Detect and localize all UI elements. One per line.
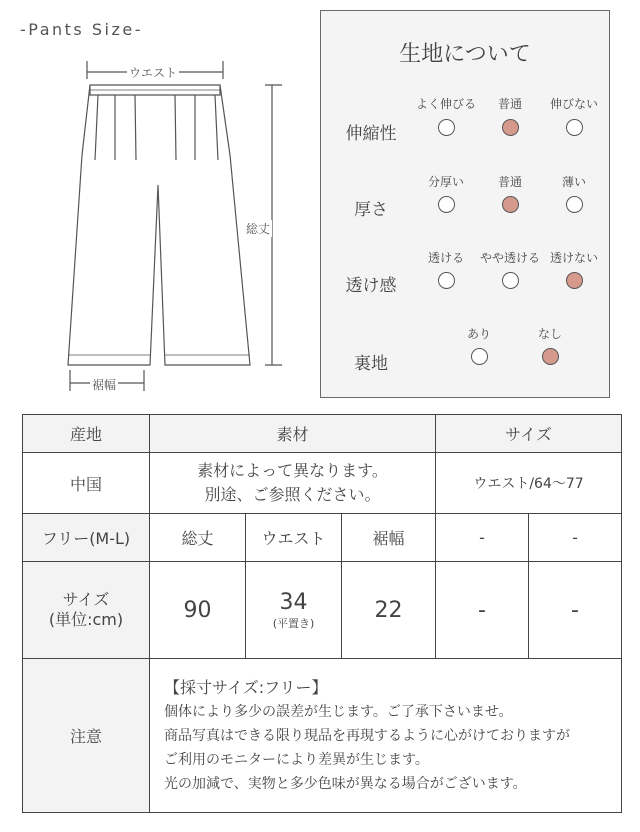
sheerness-circle-0 bbox=[438, 272, 455, 289]
size-header: サイズ bbox=[436, 415, 622, 453]
measure-row-label: フリー(M-L) bbox=[23, 514, 150, 562]
note-line-3: ご利用のモニターにより差異が生じます。 bbox=[164, 751, 429, 768]
measure-col-length: 総丈 bbox=[150, 514, 246, 562]
value-row-label: サイズ (単位:cm) bbox=[23, 562, 150, 659]
hem-label: 裾幅 bbox=[92, 378, 117, 392]
thickness-label: 厚さ bbox=[354, 200, 388, 220]
thickness-option-1: 普通 bbox=[497, 175, 522, 189]
lining-circle-1 bbox=[542, 348, 559, 365]
thickness-option-0: 分厚い bbox=[427, 175, 464, 189]
stretch-circle-0 bbox=[438, 119, 455, 136]
stretch-circle-2 bbox=[566, 119, 583, 136]
measure-col-extra2: - bbox=[529, 514, 622, 562]
waist-note: (平置き) bbox=[272, 616, 315, 630]
extra1-value: - bbox=[436, 562, 529, 659]
origin-value: 中国 bbox=[23, 453, 150, 514]
measure-col-waist: ウエスト bbox=[246, 514, 342, 562]
material-text: 素材によって異なります。 別途、ご参照ください。 bbox=[150, 453, 436, 514]
fabric-info-panel bbox=[320, 10, 610, 398]
sheerness-option-1: やや透ける bbox=[479, 251, 540, 265]
size-table bbox=[22, 414, 622, 813]
note-line-4: 光の加減で、実物と多少色味が異なる場合がございます。 bbox=[164, 775, 527, 792]
stretch-option-0: よく伸びる bbox=[415, 97, 476, 111]
note-content bbox=[150, 659, 622, 813]
measure-col-hem: 裾幅 bbox=[342, 514, 436, 562]
fabric-title: 生地について bbox=[399, 42, 531, 67]
sheerness-option-2: 透けない bbox=[549, 251, 598, 265]
waist-value: 34 bbox=[279, 589, 308, 615]
pants-size-title: -Pants Size- bbox=[20, 20, 143, 39]
lining-label: 裏地 bbox=[354, 354, 388, 374]
stretch-circle-1 bbox=[502, 119, 519, 136]
thickness-circle-0 bbox=[438, 196, 455, 213]
waist-value-cell bbox=[246, 562, 342, 659]
sheerness-label: 透け感 bbox=[345, 276, 397, 296]
origin-header: 産地 bbox=[23, 415, 150, 453]
thickness-option-2: 薄い bbox=[561, 175, 586, 189]
stretch-option-1: 普通 bbox=[497, 97, 522, 111]
length-value: 90 bbox=[150, 562, 246, 659]
sheerness-circle-1 bbox=[502, 272, 519, 289]
sheerness-circle-2 bbox=[566, 272, 583, 289]
size-text: ウエスト/64〜77 bbox=[436, 453, 622, 514]
note-label: 注意 bbox=[23, 659, 150, 813]
hem-value: 22 bbox=[342, 562, 436, 659]
waist-label: ウエスト bbox=[129, 66, 178, 80]
lining-option-0: あり bbox=[466, 327, 491, 341]
thickness-circle-1 bbox=[502, 196, 519, 213]
extra2-value: - bbox=[529, 562, 622, 659]
sheerness-option-0: 透ける bbox=[427, 251, 464, 265]
lining-circle-0 bbox=[471, 348, 488, 365]
length-label: 総丈 bbox=[246, 222, 271, 236]
stretch-label: 伸縮性 bbox=[345, 124, 397, 144]
thickness-circle-2 bbox=[566, 196, 583, 213]
note-title: 【採寸サイズ:フリー】 bbox=[164, 677, 328, 697]
lining-option-1: なし bbox=[537, 327, 562, 341]
stretch-option-2: 伸びない bbox=[549, 97, 598, 111]
note-line-1: 個体により多少の誤差が生じます。ご了承下さいませ。 bbox=[164, 703, 513, 720]
material-header: 素材 bbox=[150, 415, 436, 453]
measure-col-extra1: - bbox=[436, 514, 529, 562]
note-line-2: 商品写真はできる限り現品を再現するように心がけておりますが bbox=[164, 727, 570, 744]
